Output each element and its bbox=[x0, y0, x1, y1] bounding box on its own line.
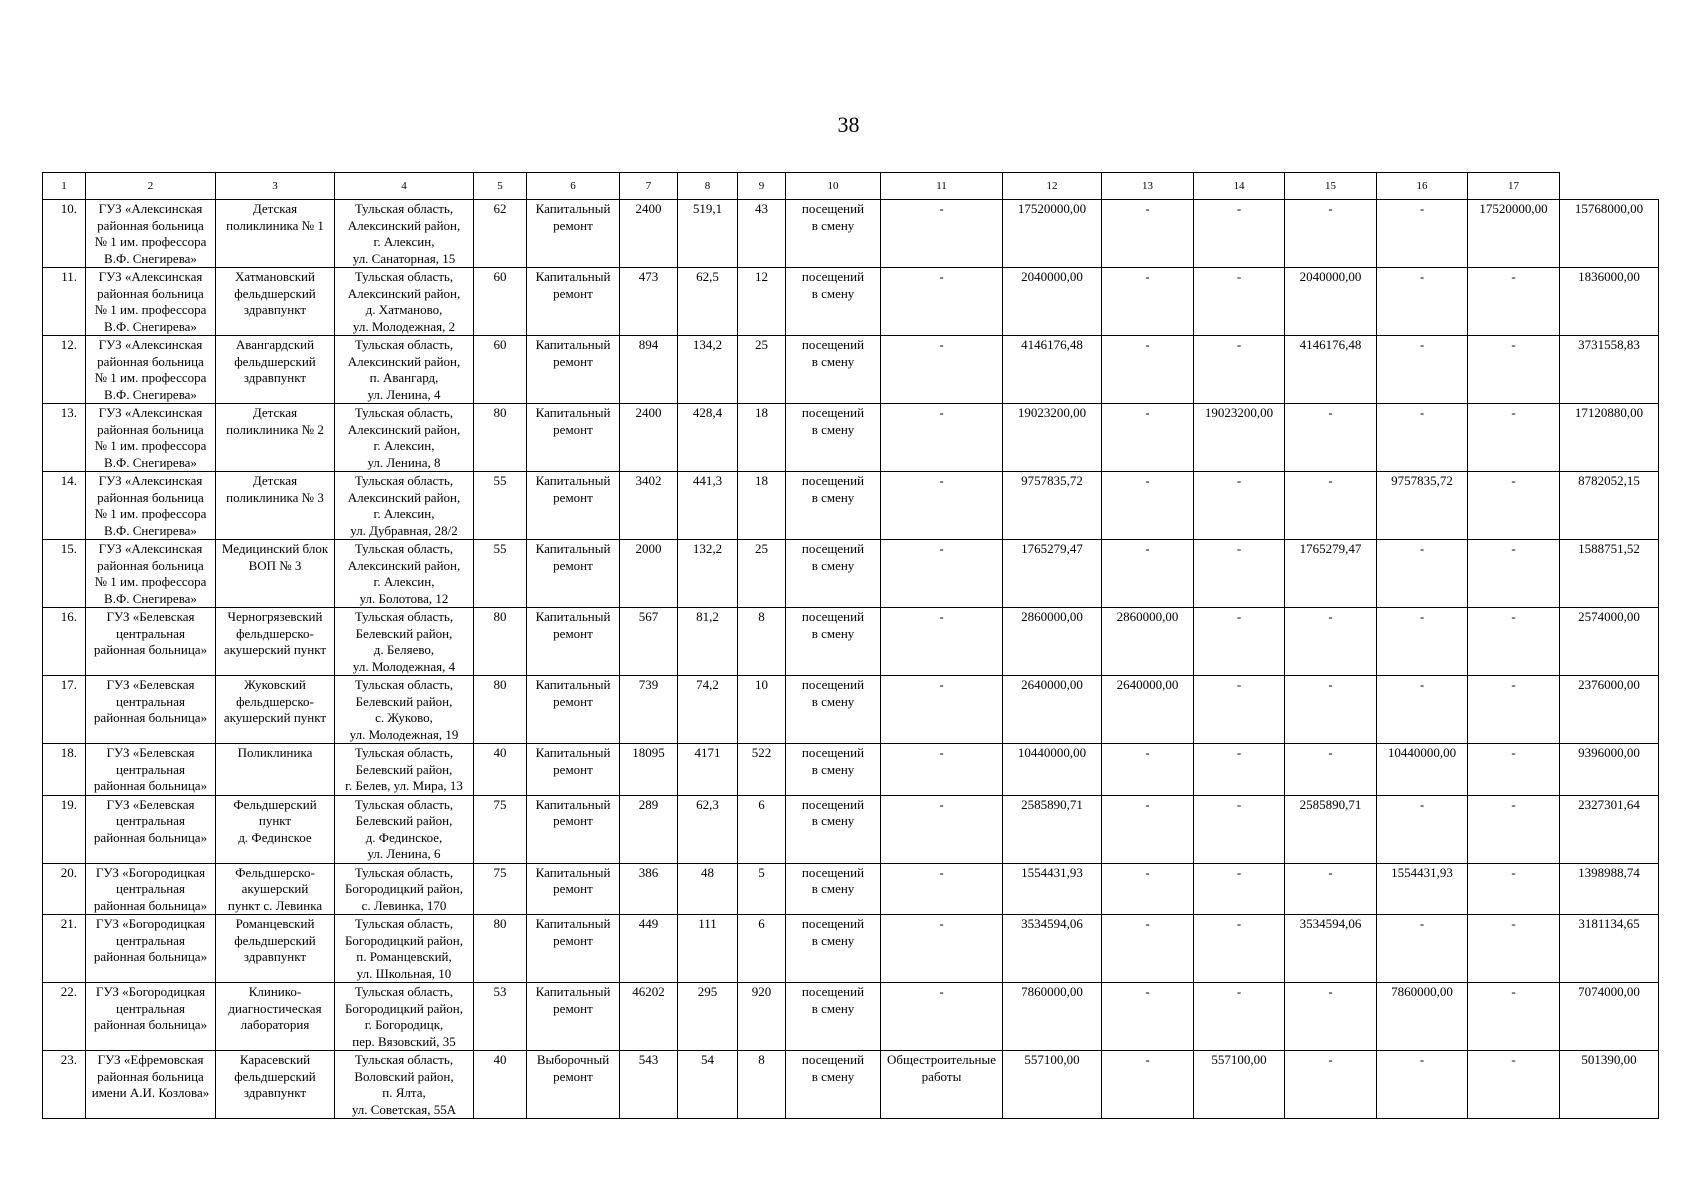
cell-work-type: Капитальный ремонт bbox=[527, 472, 620, 540]
cell-year-2020: - bbox=[1102, 472, 1194, 540]
cell-year-2022: 3534594,06 bbox=[1285, 915, 1377, 983]
cell-total-cost: 1554431,93 bbox=[1003, 863, 1102, 915]
cell-subsidy: 1398988,74 bbox=[1560, 863, 1659, 915]
table-row bbox=[43, 404, 1659, 472]
cell-col-8: 8 bbox=[738, 608, 786, 676]
column-header-16: 16 bbox=[1377, 173, 1468, 200]
cell-work-kind: - bbox=[881, 268, 1003, 336]
cell-work-type: Капитальный ремонт bbox=[527, 404, 620, 472]
cell-year-2020: - bbox=[1102, 336, 1194, 404]
cell-col-7: 111 bbox=[678, 915, 738, 983]
cell-work-type: Капитальный ремонт bbox=[527, 336, 620, 404]
cell-row-number: 22. bbox=[43, 983, 86, 1051]
cell-total-cost: 10440000,00 bbox=[1003, 744, 1102, 796]
cell-work-kind: - bbox=[881, 915, 1003, 983]
cell-work-kind: - bbox=[881, 676, 1003, 744]
cell-row-number: 13. bbox=[43, 404, 86, 472]
cell-object-name: Жуковский фельдшерско- акушерский пункт bbox=[216, 676, 335, 744]
cell-year-2023: 7860000,00 bbox=[1377, 983, 1468, 1051]
cell-year-2023: - bbox=[1377, 540, 1468, 608]
cell-address: Тульская область, Алексинский район, г. Алексин, ул. Санаторная, 15 bbox=[335, 200, 474, 268]
cell-object-name: Детская поликлиника № 3 bbox=[216, 472, 335, 540]
cell-object-name: Авангардский фельдшерский здравпункт bbox=[216, 336, 335, 404]
cell-col-8: 10 bbox=[738, 676, 786, 744]
cell-col-4: 55 bbox=[474, 540, 527, 608]
cell-unit: посещений в смену bbox=[786, 983, 881, 1051]
cell-year-2023: - bbox=[1377, 336, 1468, 404]
cell-address: Тульская область, Алексинский район, д. Хатманово, ул. Молодежная, 2 bbox=[335, 268, 474, 336]
column-header-6: 6 bbox=[527, 173, 620, 200]
cell-year-2022: - bbox=[1285, 1051, 1377, 1119]
cell-organization: ГУЗ «Алексинская районная больница № 1 им. профессора В.Ф. Снегирева» bbox=[86, 540, 216, 608]
cell-col-4: 53 bbox=[474, 983, 527, 1051]
document-table-container bbox=[42, 172, 1659, 1119]
cell-year-2021: - bbox=[1194, 863, 1285, 915]
column-header-4: 4 bbox=[335, 173, 474, 200]
cell-year-2020: - bbox=[1102, 404, 1194, 472]
cell-subsidy: 1588751,52 bbox=[1560, 540, 1659, 608]
cell-col-8: 25 bbox=[738, 336, 786, 404]
cell-subsidy: 2327301,64 bbox=[1560, 795, 1659, 863]
cell-unit: посещений в смену bbox=[786, 200, 881, 268]
cell-work-type: Капитальный ремонт bbox=[527, 863, 620, 915]
cell-year-2020: - bbox=[1102, 1051, 1194, 1119]
cell-subsidy: 3731558,83 bbox=[1560, 336, 1659, 404]
cell-col-8: 25 bbox=[738, 540, 786, 608]
table-row bbox=[43, 863, 1659, 915]
cell-unit: посещений в смену bbox=[786, 744, 881, 796]
column-header-12: 12 bbox=[1003, 173, 1102, 200]
cell-col-4: 55 bbox=[474, 472, 527, 540]
cell-subsidy: 1836000,00 bbox=[1560, 268, 1659, 336]
cell-year-2021: 557100,00 bbox=[1194, 1051, 1285, 1119]
cell-organization: ГУЗ «Белевская центральная районная больница» bbox=[86, 795, 216, 863]
cell-col-7: 48 bbox=[678, 863, 738, 915]
table-header-row bbox=[43, 173, 1659, 200]
cell-year-2021: 19023200,00 bbox=[1194, 404, 1285, 472]
cell-organization: ГУЗ «Алексинская районная больница № 1 им. профессора В.Ф. Снегирева» bbox=[86, 472, 216, 540]
cell-year-2021: - bbox=[1194, 336, 1285, 404]
cell-year-2024: - bbox=[1468, 404, 1560, 472]
cell-year-2021: - bbox=[1194, 540, 1285, 608]
cell-year-2024: - bbox=[1468, 540, 1560, 608]
cell-address: Тульская область, Белевский район, д. Беляево, ул. Молодежная, 4 bbox=[335, 608, 474, 676]
cell-col-7: 81,2 bbox=[678, 608, 738, 676]
cell-year-2023: - bbox=[1377, 676, 1468, 744]
cell-unit: посещений в смену bbox=[786, 268, 881, 336]
cell-organization: ГУЗ «Богородицкая центральная районная больница» bbox=[86, 983, 216, 1051]
cell-col-4: 60 bbox=[474, 268, 527, 336]
cell-col-8: 522 bbox=[738, 744, 786, 796]
cell-address: Тульская область, Воловский район, п. Ялта, ул. Советская, 55А bbox=[335, 1051, 474, 1119]
cell-work-kind: - bbox=[881, 336, 1003, 404]
cell-unit: посещений в смену bbox=[786, 404, 881, 472]
cell-work-kind: - bbox=[881, 795, 1003, 863]
cell-col-4: 80 bbox=[474, 915, 527, 983]
cell-year-2022: - bbox=[1285, 472, 1377, 540]
cell-year-2021: - bbox=[1194, 268, 1285, 336]
table-body bbox=[43, 173, 1659, 1119]
cell-work-type: Капитальный ремонт bbox=[527, 676, 620, 744]
cell-total-cost: 1765279,47 bbox=[1003, 540, 1102, 608]
cell-col-7: 132,2 bbox=[678, 540, 738, 608]
cell-object-name: Детская поликлиника № 2 bbox=[216, 404, 335, 472]
cell-work-type: Капитальный ремонт bbox=[527, 200, 620, 268]
cell-row-number: 20. bbox=[43, 863, 86, 915]
cell-object-name: Романцевский фельдшерский здравпункт bbox=[216, 915, 335, 983]
cell-col-8: 920 bbox=[738, 983, 786, 1051]
cell-year-2021: - bbox=[1194, 200, 1285, 268]
cell-col-4: 62 bbox=[474, 200, 527, 268]
cell-work-type: Капитальный ремонт bbox=[527, 915, 620, 983]
cell-subsidy: 8782052,15 bbox=[1560, 472, 1659, 540]
cell-col-6: 449 bbox=[620, 915, 678, 983]
cell-organization: ГУЗ «Богородицкая центральная районная больница» bbox=[86, 915, 216, 983]
cell-total-cost: 19023200,00 bbox=[1003, 404, 1102, 472]
column-header-2: 2 bbox=[86, 173, 216, 200]
cell-year-2023: 10440000,00 bbox=[1377, 744, 1468, 796]
cell-subsidy: 2574000,00 bbox=[1560, 608, 1659, 676]
cell-year-2024: - bbox=[1468, 676, 1560, 744]
cell-row-number: 11. bbox=[43, 268, 86, 336]
cell-year-2020: 2640000,00 bbox=[1102, 676, 1194, 744]
cell-year-2023: - bbox=[1377, 795, 1468, 863]
cell-year-2024: - bbox=[1468, 744, 1560, 796]
cell-year-2024: - bbox=[1468, 268, 1560, 336]
cell-col-7: 519,1 bbox=[678, 200, 738, 268]
cell-year-2020: - bbox=[1102, 540, 1194, 608]
cell-work-type: Капитальный ремонт bbox=[527, 744, 620, 796]
cell-object-name: Детская поликлиника № 1 bbox=[216, 200, 335, 268]
cell-year-2020: - bbox=[1102, 744, 1194, 796]
cell-address: Тульская область, Белевский район, д. Фединское, ул. Ленина, 6 bbox=[335, 795, 474, 863]
capital-repair-table bbox=[42, 172, 1659, 1119]
table-row bbox=[43, 676, 1659, 744]
cell-col-6: 386 bbox=[620, 863, 678, 915]
cell-address: Тульская область, Алексинский район, г. Алексин, ул. Болотова, 12 bbox=[335, 540, 474, 608]
cell-object-name: Хатмановский фельдшерский здравпункт bbox=[216, 268, 335, 336]
cell-row-number: 18. bbox=[43, 744, 86, 796]
cell-total-cost: 2585890,71 bbox=[1003, 795, 1102, 863]
cell-col-6: 894 bbox=[620, 336, 678, 404]
cell-subsidy: 17120880,00 bbox=[1560, 404, 1659, 472]
cell-unit: посещений в смену bbox=[786, 472, 881, 540]
cell-col-4: 60 bbox=[474, 336, 527, 404]
cell-work-kind: - bbox=[881, 200, 1003, 268]
cell-object-name: Поликлиника bbox=[216, 744, 335, 796]
cell-year-2024: - bbox=[1468, 472, 1560, 540]
cell-row-number: 15. bbox=[43, 540, 86, 608]
cell-row-number: 21. bbox=[43, 915, 86, 983]
cell-col-8: 8 bbox=[738, 1051, 786, 1119]
table-row bbox=[43, 1051, 1659, 1119]
cell-work-kind: - bbox=[881, 863, 1003, 915]
cell-year-2022: 2040000,00 bbox=[1285, 268, 1377, 336]
cell-subsidy: 9396000,00 bbox=[1560, 744, 1659, 796]
cell-year-2020: 2860000,00 bbox=[1102, 608, 1194, 676]
table-row bbox=[43, 472, 1659, 540]
column-header-7: 7 bbox=[620, 173, 678, 200]
cell-year-2024: 17520000,00 bbox=[1468, 200, 1560, 268]
cell-row-number: 17. bbox=[43, 676, 86, 744]
cell-work-kind: - bbox=[881, 540, 1003, 608]
cell-col-4: 80 bbox=[474, 404, 527, 472]
cell-work-kind: - bbox=[881, 608, 1003, 676]
cell-col-7: 295 bbox=[678, 983, 738, 1051]
cell-total-cost: 3534594,06 bbox=[1003, 915, 1102, 983]
cell-address: Тульская область, Богородицкий район, с. Левинка, 170 bbox=[335, 863, 474, 915]
cell-organization: ГУЗ «Белевская центральная районная больница» bbox=[86, 744, 216, 796]
cell-col-7: 74,2 bbox=[678, 676, 738, 744]
cell-unit: посещений в смену bbox=[786, 676, 881, 744]
cell-total-cost: 2640000,00 bbox=[1003, 676, 1102, 744]
table-row bbox=[43, 200, 1659, 268]
cell-organization: ГУЗ «Алексинская районная больница № 1 им. профессора В.Ф. Снегирева» bbox=[86, 268, 216, 336]
column-header-8: 8 bbox=[678, 173, 738, 200]
cell-year-2024: - bbox=[1468, 795, 1560, 863]
cell-col-8: 12 bbox=[738, 268, 786, 336]
cell-year-2020: - bbox=[1102, 200, 1194, 268]
cell-col-7: 441,3 bbox=[678, 472, 738, 540]
cell-work-type: Капитальный ремонт bbox=[527, 983, 620, 1051]
table-row bbox=[43, 336, 1659, 404]
table-row bbox=[43, 540, 1659, 608]
cell-total-cost: 557100,00 bbox=[1003, 1051, 1102, 1119]
cell-year-2023: - bbox=[1377, 1051, 1468, 1119]
cell-unit: посещений в смену bbox=[786, 795, 881, 863]
cell-year-2023: - bbox=[1377, 200, 1468, 268]
cell-col-6: 567 bbox=[620, 608, 678, 676]
cell-year-2022: - bbox=[1285, 404, 1377, 472]
cell-year-2024: - bbox=[1468, 1051, 1560, 1119]
page-number: 38 bbox=[837, 112, 860, 137]
cell-year-2022: - bbox=[1285, 676, 1377, 744]
column-header-5: 5 bbox=[474, 173, 527, 200]
cell-organization: ГУЗ «Белевская центральная районная больница» bbox=[86, 676, 216, 744]
cell-address: Тульская область, Богородицкий район, п. Романцевский, ул. Школьная, 10 bbox=[335, 915, 474, 983]
cell-year-2022: - bbox=[1285, 983, 1377, 1051]
cell-object-name: Фельдшерско- акушерский пункт с. Левинка bbox=[216, 863, 335, 915]
cell-unit: посещений в смену bbox=[786, 863, 881, 915]
cell-subsidy: 15768000,00 bbox=[1560, 200, 1659, 268]
cell-year-2020: - bbox=[1102, 915, 1194, 983]
cell-col-7: 62,5 bbox=[678, 268, 738, 336]
cell-year-2022: - bbox=[1285, 608, 1377, 676]
cell-organization: ГУЗ «Богородицкая центральная районная больница» bbox=[86, 863, 216, 915]
cell-total-cost: 17520000,00 bbox=[1003, 200, 1102, 268]
cell-col-6: 46202 bbox=[620, 983, 678, 1051]
cell-col-6: 3402 bbox=[620, 472, 678, 540]
cell-year-2022: - bbox=[1285, 200, 1377, 268]
cell-col-7: 62,3 bbox=[678, 795, 738, 863]
cell-col-4: 75 bbox=[474, 795, 527, 863]
cell-row-number: 10. bbox=[43, 200, 86, 268]
cell-work-type: Выборочный ремонт bbox=[527, 1051, 620, 1119]
cell-year-2020: - bbox=[1102, 863, 1194, 915]
cell-col-7: 54 bbox=[678, 1051, 738, 1119]
cell-year-2023: - bbox=[1377, 404, 1468, 472]
cell-year-2020: - bbox=[1102, 795, 1194, 863]
cell-year-2024: - bbox=[1468, 863, 1560, 915]
cell-organization: ГУЗ «Белевская центральная районная больница» bbox=[86, 608, 216, 676]
cell-address: Тульская область, Алексинский район, г. Алексин, ул. Ленина, 8 bbox=[335, 404, 474, 472]
table-row bbox=[43, 983, 1659, 1051]
cell-year-2023: - bbox=[1377, 915, 1468, 983]
cell-year-2023: 9757835,72 bbox=[1377, 472, 1468, 540]
cell-col-6: 2000 bbox=[620, 540, 678, 608]
cell-col-7: 134,2 bbox=[678, 336, 738, 404]
cell-work-kind: - bbox=[881, 472, 1003, 540]
cell-object-name: Медицинский блок ВОП № 3 bbox=[216, 540, 335, 608]
cell-address: Тульская область, Алексинский район, п. Авангард, ул. Ленина, 4 bbox=[335, 336, 474, 404]
cell-year-2021: - bbox=[1194, 795, 1285, 863]
cell-unit: посещений в смену bbox=[786, 336, 881, 404]
cell-year-2022: - bbox=[1285, 744, 1377, 796]
cell-work-kind: Общестроительные работы bbox=[881, 1051, 1003, 1119]
table-row bbox=[43, 795, 1659, 863]
cell-total-cost: 4146176,48 bbox=[1003, 336, 1102, 404]
cell-col-6: 18095 bbox=[620, 744, 678, 796]
cell-work-type: Капитальный ремонт bbox=[527, 608, 620, 676]
cell-col-6: 473 bbox=[620, 268, 678, 336]
cell-subsidy: 3181134,65 bbox=[1560, 915, 1659, 983]
cell-year-2023: - bbox=[1377, 268, 1468, 336]
cell-year-2023: 1554431,93 bbox=[1377, 863, 1468, 915]
column-header-17: 17 bbox=[1468, 173, 1560, 200]
cell-year-2024: - bbox=[1468, 608, 1560, 676]
cell-col-4: 75 bbox=[474, 863, 527, 915]
cell-year-2020: - bbox=[1102, 983, 1194, 1051]
cell-year-2022: 1765279,47 bbox=[1285, 540, 1377, 608]
cell-col-8: 18 bbox=[738, 472, 786, 540]
column-header-14: 14 bbox=[1194, 173, 1285, 200]
cell-col-8: 18 bbox=[738, 404, 786, 472]
cell-address: Тульская область, Белевский район, с. Жуково, ул. Молодежная, 19 bbox=[335, 676, 474, 744]
cell-col-4: 40 bbox=[474, 744, 527, 796]
cell-unit: посещений в смену bbox=[786, 1051, 881, 1119]
cell-work-kind: - bbox=[881, 983, 1003, 1051]
cell-year-2021: - bbox=[1194, 983, 1285, 1051]
cell-row-number: 19. bbox=[43, 795, 86, 863]
cell-year-2021: - bbox=[1194, 676, 1285, 744]
cell-col-6: 2400 bbox=[620, 404, 678, 472]
cell-row-number: 23. bbox=[43, 1051, 86, 1119]
cell-address: Тульская область, Богородицкий район, г. Богородицк, пер. Вязовский, 35 bbox=[335, 983, 474, 1051]
cell-total-cost: 2040000,00 bbox=[1003, 268, 1102, 336]
cell-col-4: 80 bbox=[474, 608, 527, 676]
cell-organization: ГУЗ «Алексинская районная больница № 1 им. профессора В.Ф. Снегирева» bbox=[86, 404, 216, 472]
cell-object-name: Клинико- диагностическая лаборатория bbox=[216, 983, 335, 1051]
cell-organization: ГУЗ «Ефремовская районная больница имени А.И. Козлова» bbox=[86, 1051, 216, 1119]
column-header-3: 3 bbox=[216, 173, 335, 200]
cell-row-number: 14. bbox=[43, 472, 86, 540]
cell-col-7: 4171 bbox=[678, 744, 738, 796]
cell-organization: ГУЗ «Алексинская районная больница № 1 им. профессора В.Ф. Снегирева» bbox=[86, 336, 216, 404]
cell-work-type: Капитальный ремонт bbox=[527, 268, 620, 336]
cell-year-2024: - bbox=[1468, 336, 1560, 404]
column-header-11: 11 bbox=[881, 173, 1003, 200]
column-header-9: 9 bbox=[738, 173, 786, 200]
cell-unit: посещений в смену bbox=[786, 915, 881, 983]
cell-col-8: 6 bbox=[738, 795, 786, 863]
cell-organization: ГУЗ «Алексинская районная больница № 1 им. профессора В.Ф. Снегирева» bbox=[86, 200, 216, 268]
cell-work-kind: - bbox=[881, 744, 1003, 796]
cell-row-number: 16. bbox=[43, 608, 86, 676]
cell-col-8: 5 bbox=[738, 863, 786, 915]
cell-col-6: 289 bbox=[620, 795, 678, 863]
cell-unit: посещений в смену bbox=[786, 608, 881, 676]
cell-total-cost: 2860000,00 bbox=[1003, 608, 1102, 676]
column-header-15: 15 bbox=[1285, 173, 1377, 200]
cell-object-name: Черногрязевский фельдшерско- акушерский пункт bbox=[216, 608, 335, 676]
cell-col-8: 6 bbox=[738, 915, 786, 983]
cell-work-type: Капитальный ремонт bbox=[527, 795, 620, 863]
cell-object-name: Карасевский фельдшерский здравпункт bbox=[216, 1051, 335, 1119]
cell-year-2021: - bbox=[1194, 608, 1285, 676]
cell-year-2021: - bbox=[1194, 744, 1285, 796]
cell-year-2024: - bbox=[1468, 915, 1560, 983]
cell-year-2021: - bbox=[1194, 472, 1285, 540]
cell-col-4: 80 bbox=[474, 676, 527, 744]
table-row bbox=[43, 608, 1659, 676]
cell-col-6: 2400 bbox=[620, 200, 678, 268]
cell-year-2021: - bbox=[1194, 915, 1285, 983]
column-header-13: 13 bbox=[1102, 173, 1194, 200]
table-row bbox=[43, 915, 1659, 983]
table-row bbox=[43, 268, 1659, 336]
cell-year-2022: 4146176,48 bbox=[1285, 336, 1377, 404]
cell-col-4: 40 bbox=[474, 1051, 527, 1119]
cell-subsidy: 501390,00 bbox=[1560, 1051, 1659, 1119]
cell-year-2024: - bbox=[1468, 983, 1560, 1051]
cell-total-cost: 7860000,00 bbox=[1003, 983, 1102, 1051]
cell-year-2020: - bbox=[1102, 268, 1194, 336]
cell-year-2022: - bbox=[1285, 863, 1377, 915]
cell-address: Тульская область, Белевский район, г. Белев, ул. Мира, 13 bbox=[335, 744, 474, 796]
cell-col-6: 739 bbox=[620, 676, 678, 744]
cell-col-8: 43 bbox=[738, 200, 786, 268]
column-header-1: 1 bbox=[43, 173, 86, 200]
column-header-10: 10 bbox=[786, 173, 881, 200]
cell-year-2023: - bbox=[1377, 608, 1468, 676]
cell-object-name: Фельдшерский пункт д. Фединское bbox=[216, 795, 335, 863]
cell-col-7: 428,4 bbox=[678, 404, 738, 472]
cell-unit: посещений в смену bbox=[786, 540, 881, 608]
cell-year-2022: 2585890,71 bbox=[1285, 795, 1377, 863]
cell-address: Тульская область, Алексинский район, г. Алексин, ул. Дубравная, 28/2 bbox=[335, 472, 474, 540]
cell-total-cost: 9757835,72 bbox=[1003, 472, 1102, 540]
cell-work-kind: - bbox=[881, 404, 1003, 472]
cell-subsidy: 7074000,00 bbox=[1560, 983, 1659, 1051]
cell-subsidy: 2376000,00 bbox=[1560, 676, 1659, 744]
cell-work-type: Капитальный ремонт bbox=[527, 540, 620, 608]
table-row bbox=[43, 744, 1659, 796]
cell-row-number: 12. bbox=[43, 336, 86, 404]
cell-col-6: 543 bbox=[620, 1051, 678, 1119]
